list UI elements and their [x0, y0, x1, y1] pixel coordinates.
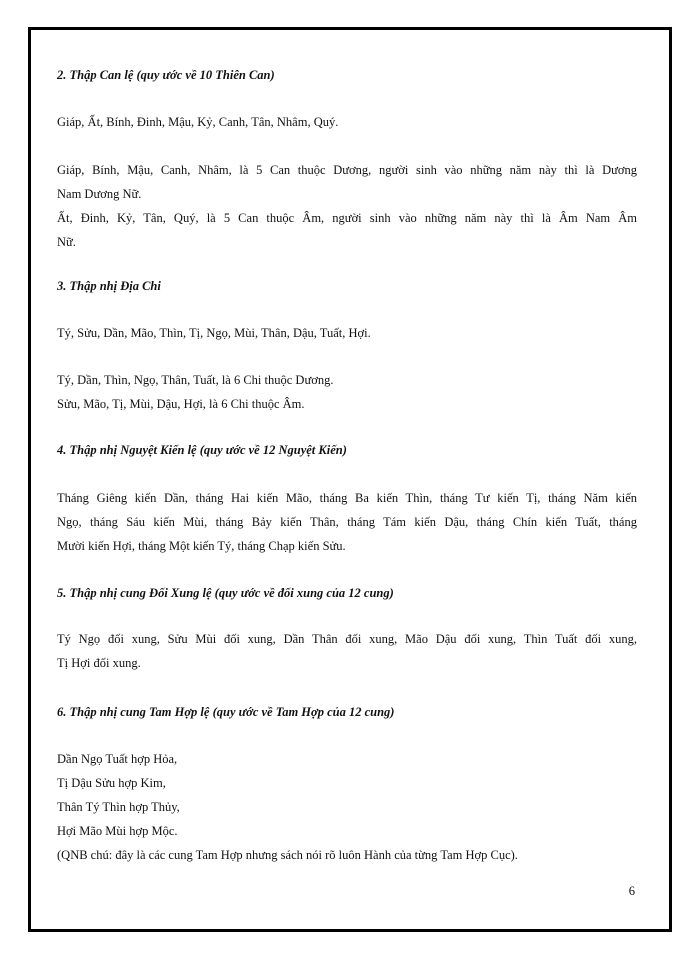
section-heading-nguyet-kien: 4. Thập nhị Nguyệt Kiến lệ (quy ước về 12 Nguyệt Kiến) [57, 443, 347, 457]
text-line: Tý, Dần, Thìn, Ngọ, Thân, Tuất, là 6 Chi thuộc Dương. [57, 373, 334, 387]
paragraph-chi-am-duong [57, 368, 637, 416]
text-line: Dần Ngọ Tuất hợp Hỏa, [57, 752, 178, 766]
text-line: Ất, Đinh, Kỷ, Tân, Quý, là 5 Can thuộc Âm, người sinh vào những năm này thì là Âm Nam Âm [57, 211, 637, 225]
text-line: Hợi Mão Mùi hợp Mộc. [57, 824, 178, 838]
text-line: Sửu, Mão, Tị, Mùi, Dậu, Hợi, là 6 Chi thuộc Âm. [57, 397, 305, 411]
text-line: Ngọ, tháng Sáu kiến Mùi, tháng Bảy kiến Thân, tháng Tám kiến Dậu, tháng Chín kiến Tuất, tháng [57, 515, 637, 529]
text-line: Tị Hợi đối xung. [57, 656, 141, 670]
paragraph-nguyet-kien [57, 486, 637, 558]
text-line: Thân Tý Thìn hợp Thủy, [57, 800, 180, 814]
text-line: Tị Dậu Sửu hợp Kim, [57, 776, 166, 790]
paragraph-doi-xung [57, 627, 637, 675]
section-heading-thap-can: 2. Thập Can lệ (quy ước về 10 Thiên Can) [57, 68, 275, 82]
document-page [28, 27, 672, 932]
section-heading-tam-hop: 6. Thập nhị cung Tam Hợp lệ (quy ước về Tam Hợp của 12 cung) [57, 705, 395, 719]
text-line: Mười kiến Hợi, tháng Một kiến Tý, tháng Chạp kiến Sửu. [57, 539, 346, 553]
paragraph-tam-hop [57, 747, 637, 867]
section-heading-dia-chi: 3. Thập nhị Địa Chi [57, 279, 161, 293]
text-line: (QNB chú: đây là các cung Tam Hợp nhưng sách nói rõ luôn Hành của từng Tam Hợp Cục). [57, 848, 518, 862]
text-line: Tý, Sửu, Dần, Mão, Thìn, Tị, Ngọ, Mùi, Thân, Dậu, Tuất, Hợi. [57, 326, 371, 340]
paragraph-thien-can-list [57, 110, 637, 134]
text-line: Nam Dương Nữ. [57, 187, 142, 201]
text-line: Giáp, Bính, Mậu, Canh, Nhâm, là 5 Can thuộc Dương, người sinh vào những năm này thì là Dương [57, 163, 637, 177]
text-line: Tý Ngọ đối xung, Sửu Mùi đối xung, Dần Thân đối xung, Mão Dậu đối xung, Thìn Tuất đối xung, [57, 632, 637, 646]
text-line: Tháng Giêng kiến Dần, tháng Hai kiến Mão, tháng Ba kiến Thìn, tháng Tư kiến Tị, tháng Năm kiến [57, 491, 637, 505]
page-number: 6 [628, 884, 635, 898]
paragraph-dia-chi-list [57, 321, 637, 345]
paragraph-can-am-duong [57, 158, 637, 254]
text-line: Giáp, Ất, Bính, Đinh, Mậu, Kỷ, Canh, Tân, Nhâm, Quý. [57, 115, 339, 129]
section-heading-doi-xung: 5. Thập nhị cung Đối Xung lệ (quy ước về đối xung của 12 cung) [57, 586, 394, 600]
text-line: Nữ. [57, 235, 76, 249]
